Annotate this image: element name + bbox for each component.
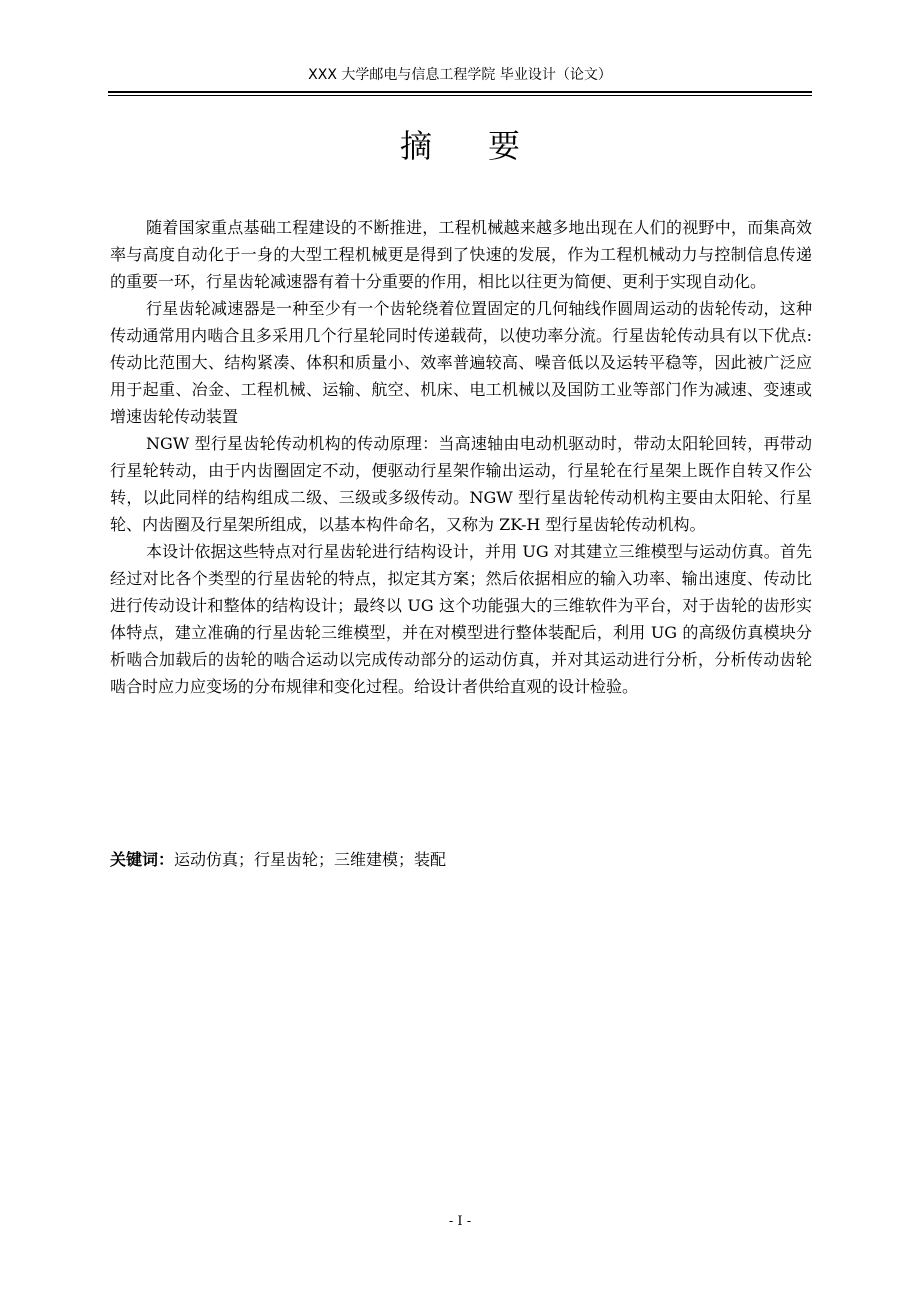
- keywords-label: 关键词：: [110, 850, 175, 869]
- abstract-paragraph-2: 行星齿轮减速器是一种至少有一个齿轮绕着位置固定的几何轴线作圆周运动的齿轮传动，这种传动通常用内啮合且多采用几个行星轮同时传递载荷，以使功率分流。行星齿轮传动具有以下优点:传动比范围大、结构紧凑、体积和质量小、效率普遍较高、噪音低以及运转平稳等，因此被广泛应用于起重、冶金、工程机械、运输、航空、机床、电工机械以及国防工业等部门作为减速、变速或增速齿轮传动装置: [110, 299, 812, 426]
- abstract-body: [110, 214, 812, 700]
- header-rule-thin: [108, 95, 812, 96]
- abstract-paragraph-3: NGW 型行星齿轮传动机构的传动原理：当高速轴由电动机驱动时，带动太阳轮回转，再带动行星轮转动，由于内齿圈固定不动，便驱动行星架作输出运动，行星轮在行星架上既作自转又作公转，以此同样的结构组成二级、三级或多级传动。NGW 型行星齿轮传动机构主要由太阳轮、行星轮、内齿圈及行星架所组成，以基本构件命名，又称为 ZK-H 型行星齿轮传动机构。: [110, 434, 812, 534]
- running-header: XXX 大学邮电与信息工程学院 毕业设计（论文）: [308, 67, 612, 83]
- header-rule-thick: [108, 91, 812, 93]
- abstract-title: 摘要: [399, 127, 576, 165]
- keywords-text: 运动仿真；行星齿轮；三维建模；装配: [174, 850, 447, 869]
- abstract-paragraph-1: 随着国家重点基础工程建设的不断推进，工程机械越来越多地出现在人们的视野中，而集高效率与高度自动化于一身的大型工程机械更是得到了快速的发展，作为工程机械动力与控制信息传递的重要一环，行星齿轮减速器有着十分重要的作用，相比以往更为简便、更利于实现自动化。: [110, 218, 812, 291]
- keywords-line: [110, 846, 812, 873]
- page-number: - I -: [448, 1214, 472, 1229]
- abstract-paragraph-4: 本设计依据这些特点对行星齿轮进行结构设计，并用 UG 对其建立三维模型与运动仿真。首先经过对比各个类型的行星齿轮的特点，拟定其方案；然后依据相应的输入功率、输出速度、传动比进行传动设计和整体的结构设计；最终以 UG 这个功能强大的三维软件为平台，对于齿轮的齿形实体特点，建立准确的行星齿轮三维模型，并在对模型进行整体装配后，利用 UG 的高级仿真模块分析啮合加载后的齿轮的啮合运动以完成传动部分的运动仿真，并对其运动进行分析，分析传动齿轮啮合时应力应变场的分布规律和变化过程。给设计者供给直观的设计检验。: [110, 542, 812, 696]
